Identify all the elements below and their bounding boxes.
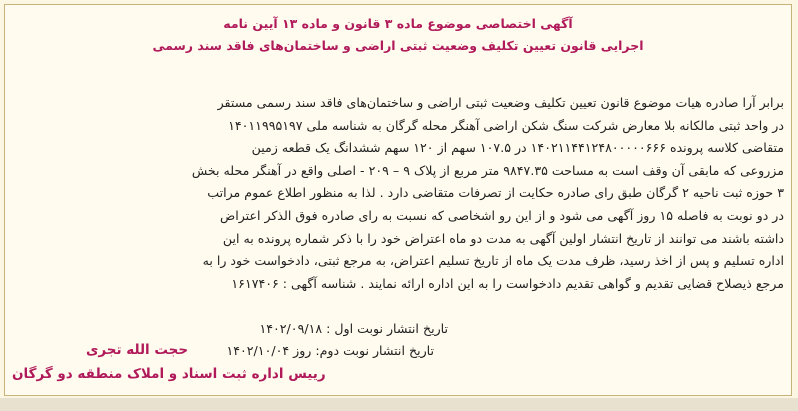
second-publication-date: تاریخ انتشار نوبت دوم: روز ۱۴۰۲/۱۰/۰۴: [226, 343, 434, 358]
body-line: متقاضی کلاسه پرونده ۱۴۰۲۱۱۴۴۱۲۴۸۰۰۰۰۰۶۶۶ در ۱۰۷.۵ سهم از ۱۲۰ سهم ششدانگ یک قطعه زمین: [251, 140, 784, 156]
signer-name: حجت الله تجری: [86, 342, 189, 358]
title-line-2: اجرایی قانون تعیین تکلیف وضعیت ثبتی اراضی و ساختمان‌های فاقد سند رسمی: [152, 38, 644, 53]
notice-body: [14, 92, 784, 295]
title-line-1: آگهی اختصاصی موضوع ماده ۳ قانون و ماده ۱۳ آیین نامه: [223, 16, 573, 31]
body-line: مرجع ذیصلاح قضایی تقدیم و گواهی تقدیم دادخواست را به این اداره ارائه نمایند . شناسه آگهی : ۱۶۱۷۴۰۶: [231, 275, 784, 291]
notice-title: [15, 13, 781, 57]
signer-role: رییس اداره ثبت اسناد و املاک منطقه دو گرگان: [12, 366, 326, 382]
body-line: مزروعی که مابقی آن وقف است به مساحت ۹۸۴۷.۳۵ متر مربع از پلاک ۹ – ۲۰۹ - اصلی واقع در آهنگر محله بخش: [191, 162, 784, 178]
first-publication-date: تاریخ انتشار نوبت اول : ۱۴۰۲/۰۹/۱۸: [259, 321, 448, 336]
signature-block: [12, 338, 342, 386]
body-line: در واحد ثبتی مالکانه بلا معارض شرکت سنگ شکن اراضی آهنگر محله گرگان به شناسه ملی ۱۴۰۱۱۹۹۵۱۹۷: [228, 117, 784, 133]
body-line: اداره تسلیم و پس از اخذ رسید، ظرف مدت یک ماه از تاریخ تسلیم اعتراض، به مرجع ثبتی، دادخواست خود را به: [202, 253, 784, 269]
bottom-strip: [0, 398, 798, 411]
body-line: در دو نوبت به فاصله ۱۵ روز آگهی می شود و از این رو اشخاصی که نسبت به رای صادره فوق الذکر اعتراض: [219, 207, 784, 223]
body-line: ۳ حوزه ثبت ناحیه ۲ گرگان طبق رای صادره حکایت از تصرفات متقاضی دارد . لذا به منظور اطلاع عموم مراتب: [207, 185, 784, 201]
body-line: برابر آرا صادره هیات موضوع قانون تعیین تکلیف وضعیت ثبتی اراضی و ساختمان‌های فاقد سند رسمی مستقر: [217, 95, 784, 110]
body-line: داشته باشند می توانند از تاریخ انتشار اولین آگهی به مدت دو ماه اعتراض خود را با ذکر شماره پرونده به این: [222, 230, 784, 246]
